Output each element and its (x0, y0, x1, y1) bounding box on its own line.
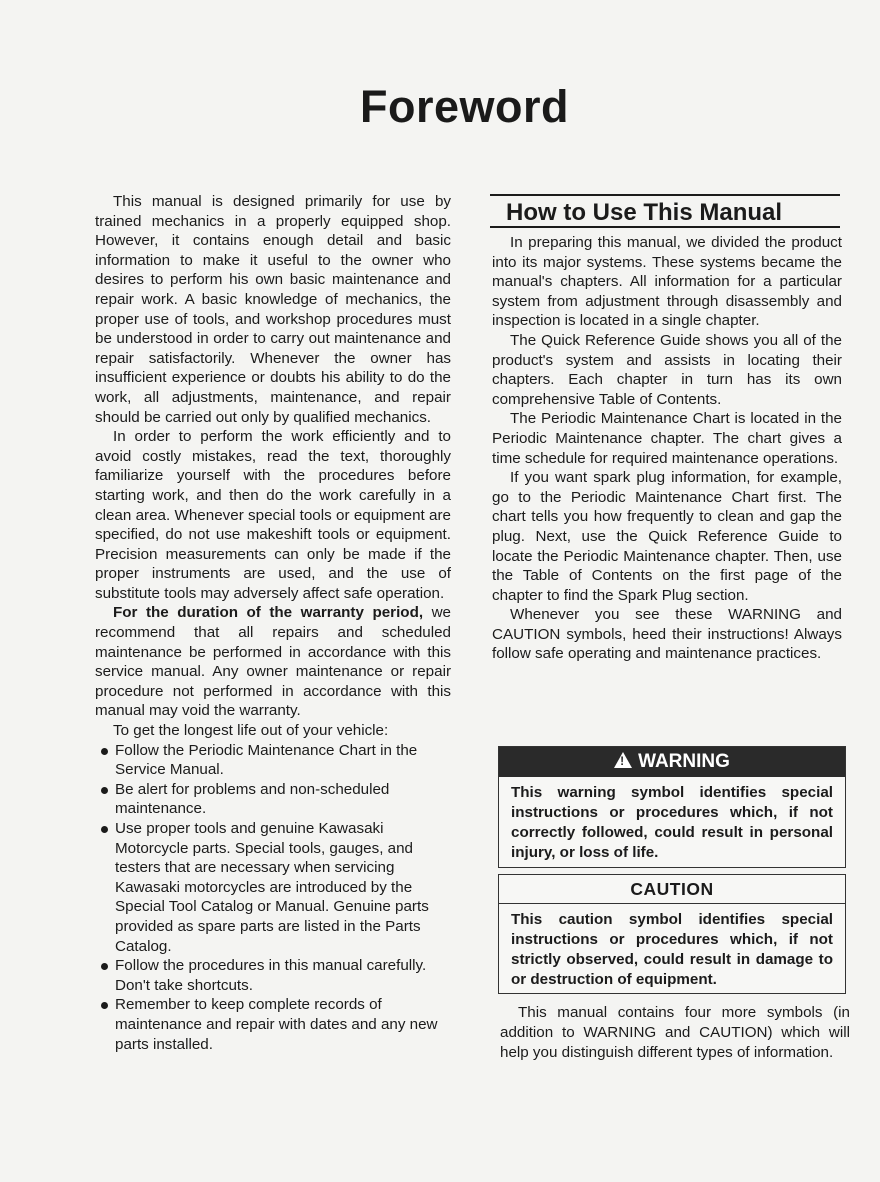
symbols-paragraph: Whenever you see these WARNING and CAUTION symbols, heed their instructions! Always follow safe operating and maintenance practices. (492, 606, 842, 663)
bullet-icon (101, 963, 108, 970)
chapters-paragraph: In preparing this manual, we divided the product into its major systems. These systems became the manual's chapters. All information for a particular system from adjustment through disassembly and inspection is located in a single chapter. (492, 234, 842, 330)
efficiency-paragraph: In order to perform the work efficiently and to avoid costly mistakes, read the text, thoroughly familiarize yourself with the procedures before starting work, and then do the work carefully in a clean area. Whenever special tools or equipment are specified, do not use makeshift tools or equipment. Precision measurements can only be made if the proper instruments are used, and the use of substitute tools may adversely affect safe operation. (95, 428, 451, 602)
list-item (95, 741, 451, 780)
spark-plug-paragraph: If you want spark plug information, for example, go to the Periodic Maintenance Chart first. The chart tells you how frequently to clean and gap the plug. Next, use the Quick Reference Guide to locate the Periodic Maintenance chapter. Then, use the Table of Contents on the first page of the chapter to find the Spark Plug section. (492, 469, 842, 604)
warning-text: This warning symbol identifies special instructions or procedures which, if not correctly followed, could result in personal injury, or loss of life. (511, 784, 833, 861)
list-item-text: Follow the Periodic Maintenance Chart in the Service Manual. (115, 741, 418, 779)
intro-paragraph: This manual is designed primarily for use by trained mechanics in a properly equipped shop. However, it contains enough detail and basic information to make it useful to the owner who desires to perform his own basic maintenance and repair work. A basic knowledge of mechanics, the proper use of tools, and workshop procedures must be understood in order to carry out maintenance and repair satisfactorily. Whenever the owner has insufficient experience or doubts his ability to do the work, all adjustments, maintenance, and repair should be carried out only by qualified mechanics. (95, 193, 451, 426)
list-item (95, 995, 451, 1054)
caution-header: CAUTION (499, 875, 845, 904)
list-item (95, 780, 451, 819)
warranty-text: we recommend that all repairs and scheduled maintenance be performed in accordance with this service manual. Any owner maintenance or repair procedure not performed in accordance with this manual may void the warranty. (95, 604, 451, 720)
list-item (95, 819, 451, 956)
caution-box (498, 874, 846, 994)
caution-text: This caution symbol identifies special instructions or procedures which, if not strictly observed, could result in damage to or destruction of equipment. (511, 911, 833, 988)
vehicle-life-paragraph: To get the longest life out of your vehicle: (113, 722, 389, 740)
warning-header (499, 747, 845, 777)
page-title: Foreword (360, 81, 570, 132)
section-heading: How to Use This Manual (506, 199, 783, 226)
tips-list (95, 741, 451, 1055)
list-item-text: Be alert for problems and non-scheduled maintenance. (115, 780, 390, 818)
quick-reference-paragraph: The Quick Reference Guide shows you all of the product's system and assists in locating their chapters. Each chapter in turn has its own comprehensive Table of Contents. (492, 331, 842, 408)
bullet-icon (101, 826, 108, 833)
bullet-icon (101, 1002, 108, 1009)
maintenance-chart-paragraph: The Periodic Maintenance Chart is located in the Periodic Maintenance chapter. The chart gives a time schedule for required maintenance operations. (492, 410, 842, 467)
warranty-lead: For the duration of the warranty period, (113, 604, 424, 622)
warning-box (498, 746, 846, 868)
section-heading-box (490, 194, 840, 228)
bullet-icon (101, 787, 108, 794)
list-item-text: Remember to keep complete records of maintenance and repair with dates and any new parts installed. (115, 996, 438, 1053)
warranty-paragraph (95, 603, 451, 721)
list-item-text: Follow the procedures in this manual carefully. Don't take shortcuts. (115, 957, 427, 994)
list-item-text: Use proper tools and genuine Kawasaki Motorcycle parts. Special tools, gauges, and testers that are necessary when servicing Kawasaki motorcycles are introduced by the Special Tool Catalog or Manual. Genuine parts provided as spare parts are listed in the Parts Catalog. (115, 820, 429, 955)
foreword-column (95, 192, 451, 1054)
warning-triangle-icon (614, 752, 632, 768)
list-item (95, 956, 451, 995)
warning-label: WARNING (638, 751, 730, 772)
closing-paragraph: This manual contains four more symbols (in addition to WARNING and CAUTION) which will help you distinguish different types of information. (500, 1004, 850, 1061)
how-to-use-column (492, 233, 842, 664)
bullet-icon (101, 748, 108, 755)
